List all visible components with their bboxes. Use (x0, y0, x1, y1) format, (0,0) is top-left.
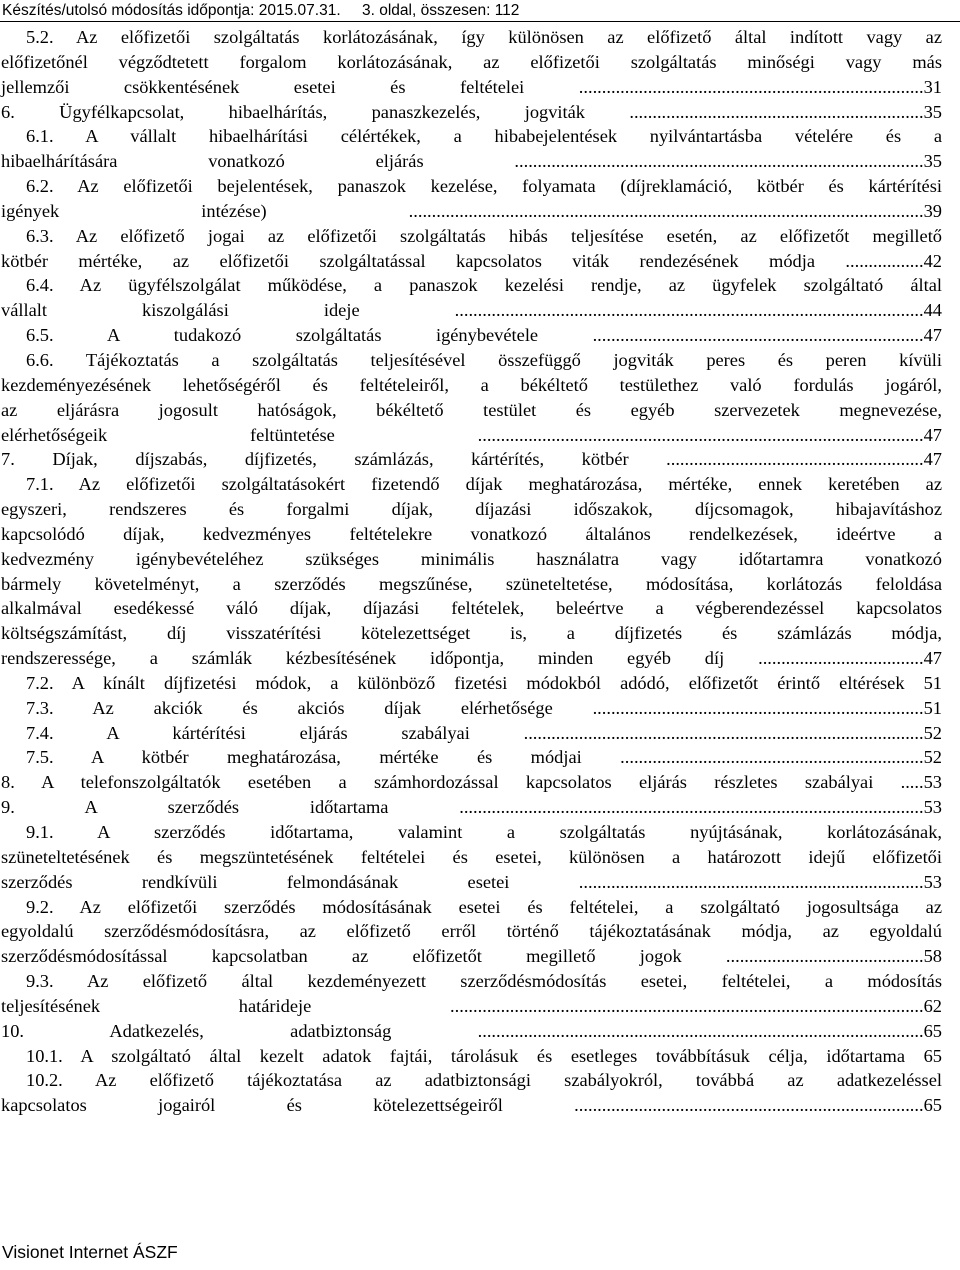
toc-entry-line[interactable]: jellemzői csökkentésének esetei és feltételei ...........................................................................31 (1, 76, 942, 97)
toc-entry-line[interactable]: 7.4. A kártérítési eljárás szabályai .......................................................................................52 (26, 722, 942, 743)
toc-entry-line[interactable]: vállalt kiszolgálási ideje ......................................................................................................44 (1, 300, 942, 321)
toc-entry-line[interactable]: 6.4. Az ügyfélszolgálat működése, a panaszok kezelési rendje, az ügyfelek szolgáltató által (26, 275, 942, 296)
toc-entry-line[interactable]: 7.1. Az előfizetői szolgáltatásokért fizetendő díjak meghatározása, mértéke, ennek keretében az (26, 474, 942, 495)
toc-entry-line[interactable]: 10.2. Az előfizető tájékoztatása az adatbiztonsági szabályokról, továbbá az adatkezeléssel (26, 1070, 942, 1091)
toc-entry-line[interactable]: 6.3. Az előfizető jogai az előfizetői szolgáltatás hibás teljesítése esetén, az előfizetőt megillető (26, 225, 942, 246)
modification-date: Készítés/utolsó módosítás időpontja: 2015.07.31. (2, 2, 341, 19)
toc-entry-line[interactable]: 6.6. Tájékoztatás a szolgáltatás teljesítésével összefüggő jogviták peres és peren kívüli (26, 349, 942, 370)
toc-entry-line[interactable]: szerződés rendkívüli felmondásának esetei ...........................................................................53 (1, 871, 942, 892)
toc-entry-line[interactable]: szerződésmódosítással kapcsolatban az előfizetőt megillető jogok ...........................................58 (1, 946, 942, 967)
toc-entry-line[interactable]: alkalmával esedékessé váló díjak, díjazási feltételek, beleértve a végberendezéssel kapcsolatos (1, 598, 942, 619)
toc-entry-line[interactable]: egyoldalú szerződésmódosításra, az előfizető erről történő tájékoztatásának módja, az egyoldalú (1, 921, 942, 942)
toc-entry-line[interactable]: kötbér mértéke, az előfizetői szolgáltatással kapcsolatos viták rendezésének módja .................42 (1, 250, 942, 271)
toc-entry-line[interactable]: az eljárásra jogosult hatóságok, békéltető testület és egyéb szervezetek megnevezése, (1, 399, 942, 420)
toc-entry-line[interactable]: költségszámítást, díj visszatérítési kötelezettséget is, a díjfizetés és számlázás módja, (1, 623, 942, 644)
toc-entry-line[interactable]: 6.2. Az előfizetői bejelentések, panaszok kezelése, folyamata (díjreklamáció, kötbér és kártérítési (26, 176, 942, 197)
toc-entry-line[interactable]: 10. Adatkezelés, adatbiztonság .................................................................................................65 (1, 1020, 942, 1041)
toc-entry-line[interactable]: elérhetőségeik feltüntetése .................................................................................................47 (1, 424, 942, 445)
toc-entry-line[interactable]: bármely követelményt, a szerződés megszűnése, szüneteltetése, módosítása, korlátozás feloldása (1, 573, 942, 594)
page-header (0, 0, 960, 22)
toc-entry-line[interactable]: kezdeményezésének lehetőségéről és feltételeiről, a békéltető testülethez való fordulás jogáról, (1, 374, 942, 395)
toc-entry-line[interactable]: 7.5. A kötbér meghatározása, mértéke és módjai ..................................................................52 (26, 747, 942, 768)
toc-entry-line[interactable]: 6.5. A tudakozó szolgáltatás igénybevétele ........................................................................47 (26, 325, 942, 346)
toc-entry-line[interactable]: igények intézése) ................................................................................................................39 (1, 200, 942, 221)
toc-entry-line[interactable]: 9.2. Az előfizetői szerződés módosításának esetei és feltételei, a szolgáltató jogosultsága az (26, 896, 942, 917)
toc-entry-line[interactable]: 9.1. A szerződés időtartama, valamint a szolgáltatás nyújtásának, korlátozásának, (26, 822, 942, 842)
toc-entry-line[interactable]: 9. A szerződés időtartama .....................................................................................................53 (1, 797, 942, 818)
toc-entry-line[interactable]: rendszeressége, a számlák kézbesítésének időpontja, minden egyéb díj ....................................47 (1, 648, 942, 669)
toc-entry-line[interactable]: 6. Ügyfélkapcsolat, hibaelhárítás, panaszkezelés, jogviták ................................................................35 (1, 101, 942, 122)
toc-entry-line[interactable]: 5.2. Az előfizetői szolgáltatás korlátozásának, így különösen az előfizető által indított vagy az (26, 27, 942, 47)
toc-entry-line[interactable]: 6.1. A vállalt hibaelhárítási célértékek, a hibabejelentések nyilvántartásba vételére és a (26, 126, 942, 147)
toc-entry-line[interactable]: 7. Díjak, díjszabás, díjfizetés, számlázás, kártérítés, kötbér ........................................................47 (1, 449, 942, 470)
table-of-contents (0, 25, 960, 1118)
page-footer: Visionet Internet ÁSZF (2, 1242, 178, 1262)
toc-entry-line[interactable]: szüneteltetésének és megszüntetésének feltételei és esetei, különösen a határozott idejű előfizetői (1, 846, 942, 867)
toc-entry-line[interactable]: 10.1. A szolgáltató által kezelt adatok fajtái, tárolásuk és esetleges továbbításuk célja, időtartama 65 (26, 1045, 942, 1066)
toc-entry-line[interactable]: 9.3. Az előfizető által kezdeményezett szerződésmódosítás esetei, feltételei, a módosítás (26, 971, 942, 992)
toc-entry-line[interactable]: 7.3. Az akciók és akciós díjak elérhetősége ........................................................................51 (26, 697, 942, 718)
toc-entry-line[interactable]: 8. A telefonszolgáltatók esetében a számhordozással kapcsolatos eljárás részletes szabályai .....53 (1, 772, 942, 793)
page-counter: 3. oldal, összesen: 112 (362, 2, 520, 19)
toc-entry-line[interactable]: kedvezmény igénybevételéhez szükséges minimális használatra vagy időtartamra vonatkozó (1, 548, 942, 569)
toc-entry-line[interactable]: egyszeri, rendszeres és forgalmi díjak, díjazási időszakok, díjcsomagok, hibajavításhoz (1, 499, 942, 520)
toc-entry-line[interactable]: előfizetőnél végződtetett forgalom korlátozásának, az előfizetői szolgáltatás minőségi vagy más (1, 51, 942, 72)
toc-entry-line[interactable]: hibaelhárítására vonatkozó eljárás .........................................................................................35 (1, 151, 942, 172)
toc-entry-line[interactable]: 7.2. A kínált díjfizetési módok, a különböző fizetési módokból adódó, előfizetőt érintő eltérések 51 (26, 672, 942, 693)
header-rule (0, 21, 960, 22)
toc-entry-line[interactable]: kapcsolatos jogairól és kötelezettségeiről ............................................................................65 (1, 1095, 942, 1116)
toc-entry-line[interactable]: kapcsolódó díjak, kedvezményes feltételekre vonatkozó általános rendelkezések, ideértve a (1, 523, 942, 544)
toc-entry-line[interactable]: teljesítésének határideje .......................................................................................................62 (1, 995, 942, 1016)
